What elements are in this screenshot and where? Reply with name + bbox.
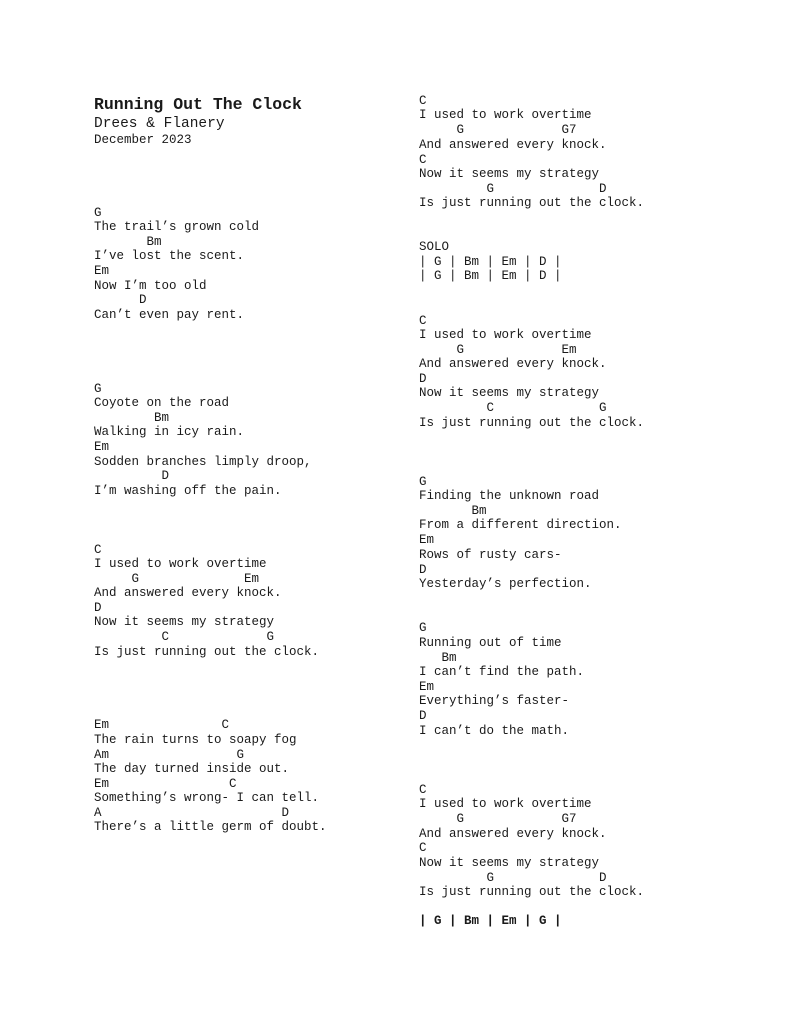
chord-line: A D: [94, 806, 290, 820]
chord-line: Am G: [94, 748, 245, 762]
lyric-line: I used to work overtime: [419, 108, 592, 122]
section-label: | G | Bm | Em | D |: [419, 269, 562, 283]
chord-line: C: [419, 314, 427, 328]
lyric-line: Now it seems my strategy: [419, 167, 600, 181]
chord-line: Em C: [94, 777, 237, 791]
lyric-line: And answered every knock.: [419, 357, 607, 371]
lyric-line: I can’t do the math.: [419, 724, 570, 738]
lyric-line: The rain turns to soapy fog: [94, 733, 297, 747]
lyric-line: The day turned inside out.: [94, 762, 290, 776]
lyric-line: I used to work overtime: [94, 557, 267, 571]
lyric-line: There’s a little germ of doubt.: [94, 820, 327, 834]
lyric-line: Now I’m too old: [94, 279, 207, 293]
chord-line: D: [419, 372, 427, 386]
lyric-line: The trail’s grown cold: [94, 220, 260, 234]
chord-line: C G: [419, 401, 607, 415]
lyric-line: Sodden branches limply droop,: [94, 455, 312, 469]
chord-line: G: [94, 382, 102, 396]
lyric-line: Is just running out the clock.: [419, 416, 645, 430]
lyric-line: And answered every knock.: [419, 138, 607, 152]
lyric-line: Running out of time: [419, 636, 562, 650]
lyric-line: I used to work overtime: [419, 328, 592, 342]
lyric-line: Is just running out the clock.: [94, 645, 320, 659]
song-date: December 2023: [94, 133, 192, 147]
chord-line: G: [94, 206, 102, 220]
chord-line: Bm: [419, 651, 457, 665]
chord-line: C: [419, 841, 427, 855]
chord-line: C G: [94, 630, 275, 644]
chord-line: C: [419, 783, 427, 797]
chord-line: Em: [94, 440, 110, 454]
lyric-line: I’m washing off the pain.: [94, 484, 282, 498]
chord-line: G: [419, 621, 427, 635]
lyric-line: Is just running out the clock.: [419, 885, 645, 899]
lyric-line: And answered every knock.: [94, 586, 282, 600]
lyric-line: I can’t find the path.: [419, 665, 585, 679]
section-label: | G | Bm | Em | D |: [419, 255, 562, 269]
chord-line: D: [419, 709, 427, 723]
section-label: SOLO: [419, 240, 450, 254]
chord-line: C: [419, 153, 427, 167]
chord-line: G Em: [94, 572, 260, 586]
lyric-line: Coyote on the road: [94, 396, 230, 410]
lyric-line: From a different direction.: [419, 518, 622, 532]
chord-line: G Em: [419, 343, 577, 357]
chord-line: Em C: [94, 718, 230, 732]
chord-line: D: [94, 601, 102, 615]
chord-line: Em: [419, 533, 435, 547]
lyric-line: Yesterday’s perfection.: [419, 577, 592, 591]
chord-line: D: [419, 563, 427, 577]
lyric-line: Now it seems my strategy: [419, 856, 600, 870]
lyric-line: Now it seems my strategy: [419, 386, 600, 400]
lyric-line: Something’s wrong- I can tell.: [94, 791, 320, 805]
song-author: Drees & Flanery: [94, 116, 225, 132]
lyric-line: Can’t even pay rent.: [94, 308, 245, 322]
lyric-line: Now it seems my strategy: [94, 615, 275, 629]
lyric-line: Everything’s faster-: [419, 694, 570, 708]
chord-line: Bm: [419, 504, 487, 518]
lyric-line: Walking in icy rain.: [94, 425, 245, 439]
chord-line: C: [419, 94, 427, 108]
lyric-line: I used to work overtime: [419, 797, 592, 811]
ending-progression: | G | Bm | Em | G |: [419, 914, 562, 928]
chord-line: Em: [419, 680, 435, 694]
chord-line: C: [94, 543, 102, 557]
chord-line: D: [94, 293, 147, 307]
chord-line: G G7: [419, 812, 577, 826]
chord-line: G D: [419, 871, 607, 885]
chord-line: G: [419, 475, 427, 489]
lyric-line: Rows of rusty cars-: [419, 548, 562, 562]
lyric-line: Is just running out the clock.: [419, 196, 645, 210]
chord-line: G G7: [419, 123, 577, 137]
chord-line: D: [94, 469, 170, 483]
chord-line: Bm: [94, 411, 170, 425]
chord-line: Bm: [94, 235, 162, 249]
chord-line: Em: [94, 264, 110, 278]
song-title: Running Out The Clock: [94, 95, 302, 114]
lyric-line: Finding the unknown road: [419, 489, 600, 503]
lyric-line: And answered every knock.: [419, 827, 607, 841]
lyric-line: I’ve lost the scent.: [94, 249, 245, 263]
chord-line: G D: [419, 182, 607, 196]
